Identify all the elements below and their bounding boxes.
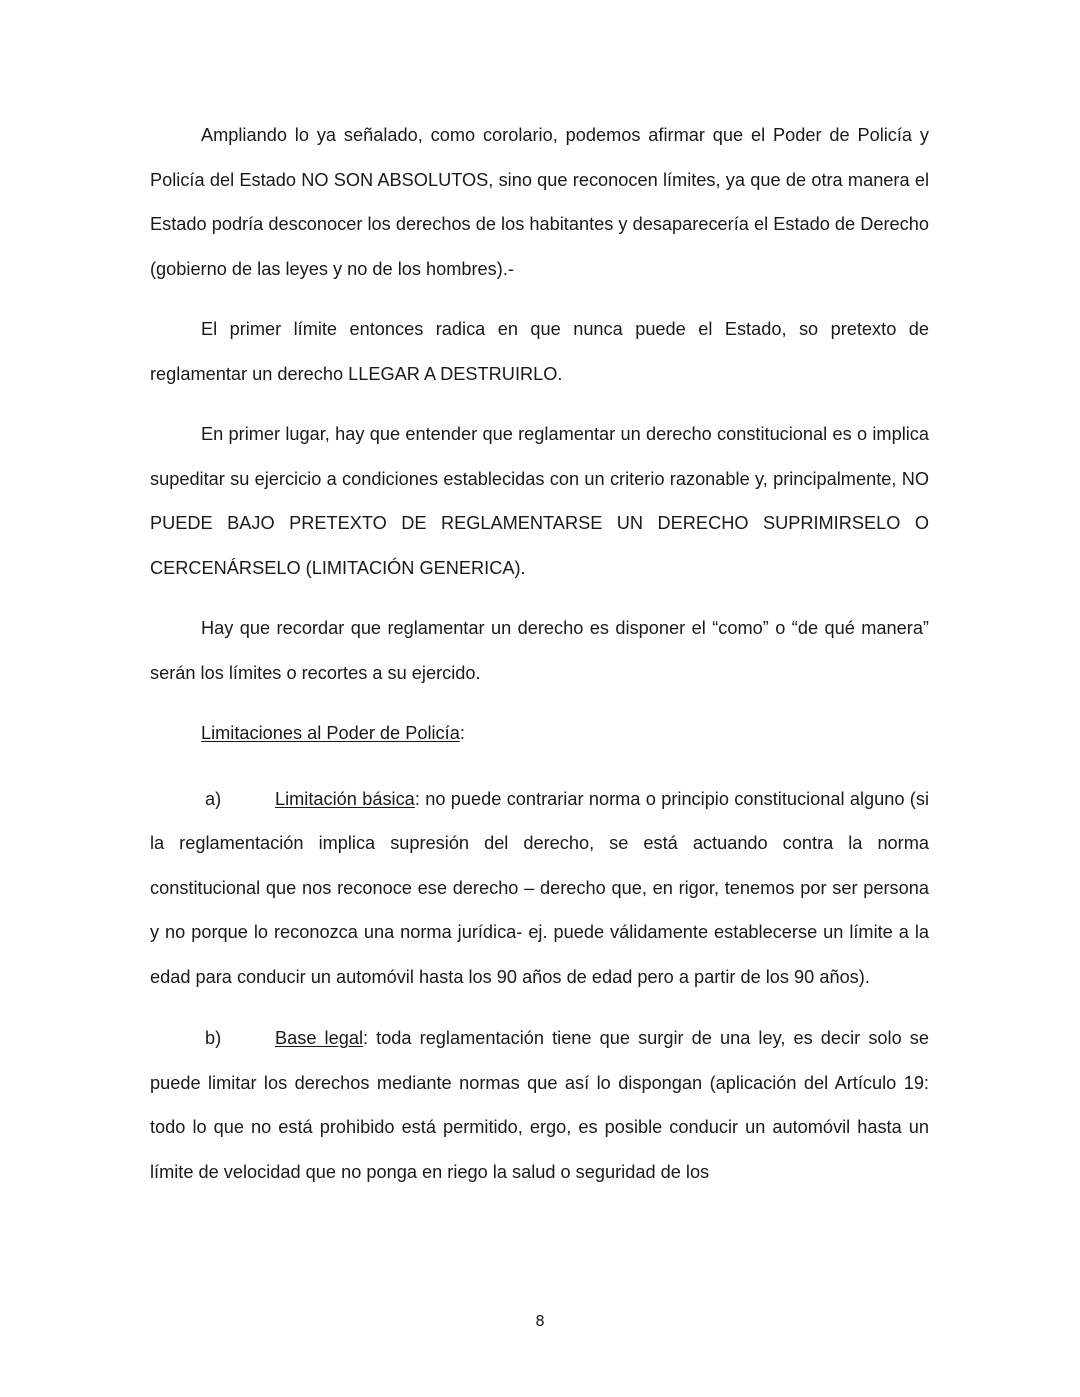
list-item-marker: a) [205,788,222,809]
list-item-term: Base legal [275,1028,363,1048]
paragraph-absolutos: Ampliando lo ya señalado, como corolario, podemos afirmar que el Poder de Policía y Policía del Estado NO SON ABSOLUTOS, sino que reconocen límites, ya que de otra manera el Estado podría desconocer los derechos de los habitantes y desaparecería el Estado de Derecho (gobierno de las leyes y no de los hombres).- [150,125,929,279]
paragraph-reglamentar: En primer lugar, hay que entender que reglamentar un derecho constitucional es o implica supeditar su ejercicio a condiciones establecidas con un criterio razonable y, principalmente, NO PUEDE BAJO PRETEXTO DE REGLAMENTARSE UN DERECHO SUPRIMIRSELO O CERCENÁRSELO (LIMITACIÓN GENERICA). [150,424,929,578]
list-item-base-legal [150,1016,929,1194]
list-item-term: Limitación básica [275,788,415,809]
section-heading-label: Limitaciones al Poder de Policía [201,723,460,743]
paragraph-recordar: Hay que recordar que reglamentar un derecho es disponer el “como” o “de qué manera” serán los límites o recortes a su ejercido. [150,618,929,683]
list-item-marker: b) [205,1028,222,1048]
section-heading-colon: : [459,723,465,743]
page-number: 8 [535,1312,545,1330]
list-item-text: : toda reglamentación tiene que surgir de una ley, es decir solo se puede limitar los derechos mediante normas que así lo dispongan (aplicación del Artículo 19: todo lo que no está prohibido está permitido, ergo, es posible conducir un automóvil hasta un límite de velocidad que no ponga en riego la salud o seguridad de los [150,1028,929,1182]
list-item-text: : no puede contrariar norma o principio constitucional alguno (si la reglamentación implica supresión del derecho, se está actuando contra la norma constitucional que nos reconoce ese derecho – derecho que, en rigor, tenemos por ser persona y no porque lo reconozca una norma jurídica- ej. puede válidamente establecerse un límite a la edad para conducir un automóvil hasta los 90 años de edad pero a partir de los 90 años). [150,788,930,987]
paragraph-primer-limite: El primer límite entonces radica en que nunca puede el Estado, so pretexto de reglamentar un derecho LLEGAR A DESTRUIRLO. [150,319,929,384]
document-page [150,113,929,1211]
list-item-limitacion-basica [150,777,929,1000]
section-heading [201,711,929,756]
